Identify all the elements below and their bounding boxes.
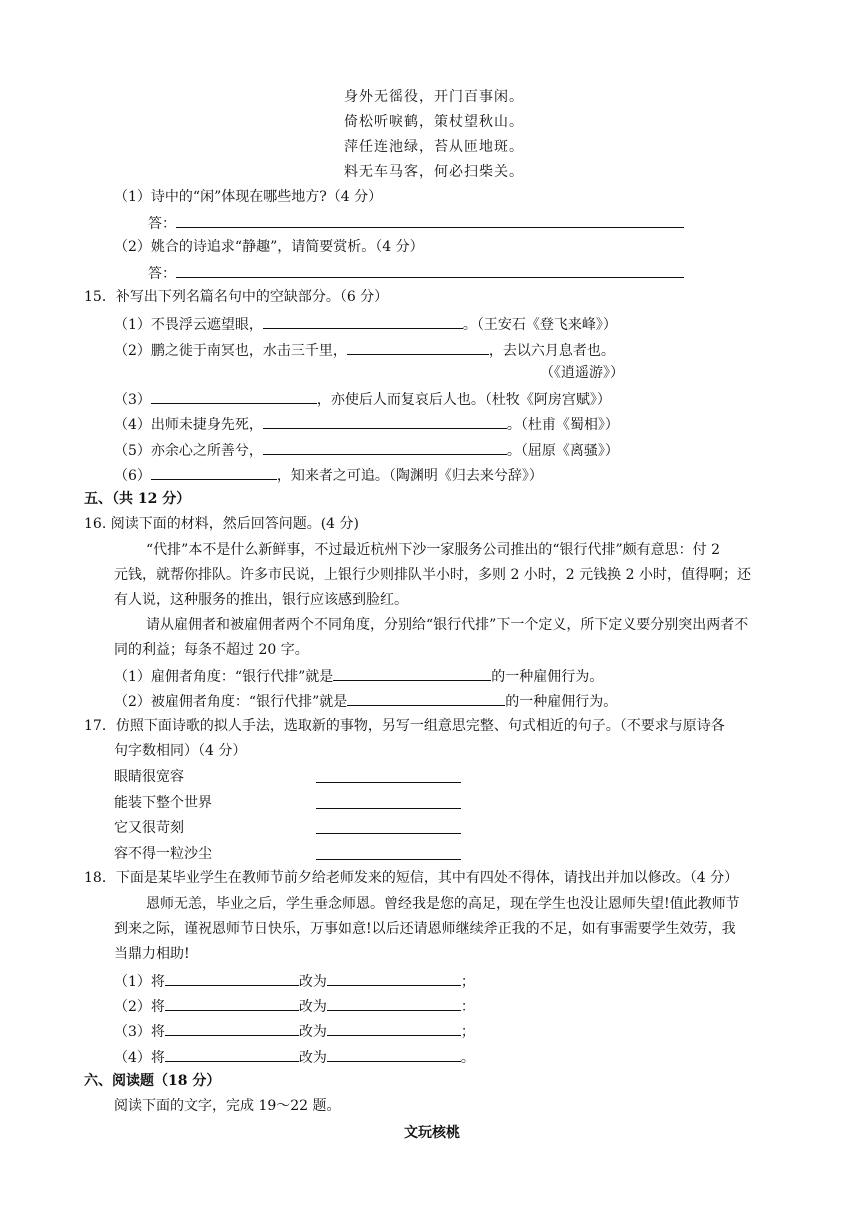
poem-line: 身外无徭役，开门百事闲。 bbox=[344, 89, 524, 105]
q16-para: 元钱，就帮你排队。许多市民说，上银行少则排队半小时，多则 2 小时，2 元钱换 2 小时，值得啊；还 bbox=[114, 567, 751, 583]
fill-blank[interactable] bbox=[165, 1021, 299, 1036]
fill-blank[interactable] bbox=[327, 1047, 461, 1062]
q15-item-2-source: （《逍遥游》） bbox=[540, 365, 624, 381]
item-text: （2）鹏之徙于南冥也，水击三千里， bbox=[114, 343, 347, 359]
q17-answer-row bbox=[316, 768, 461, 788]
fill-blank[interactable] bbox=[165, 971, 299, 986]
item-label: （4）将 bbox=[114, 1050, 165, 1066]
q17-answer-row bbox=[316, 845, 461, 865]
poem-line: 料无车马客，何必扫柴关。 bbox=[344, 164, 524, 180]
item-text: ，去以六月息者也。 bbox=[488, 343, 615, 359]
item-label: （1）将 bbox=[114, 974, 165, 990]
fill-blank[interactable] bbox=[263, 440, 507, 455]
answer-label: 答： bbox=[148, 216, 176, 232]
q15-item-3 bbox=[114, 389, 611, 409]
q15-stem: 15．补写出下列名篇名句中的空缺部分。（6 分） bbox=[84, 289, 389, 305]
answer-blank[interactable] bbox=[176, 263, 684, 278]
answer-tail: 的一种雇佣行为。 bbox=[491, 669, 604, 685]
item-text: （4）出师未捷身先死， bbox=[114, 417, 263, 433]
q14-sub2: （2）姚合的诗追求“静趣”，请简要赏析。（4 分） bbox=[114, 239, 424, 255]
q17-answer-row bbox=[316, 819, 461, 839]
fill-blank[interactable] bbox=[263, 414, 507, 429]
q16-para: 请从雇佣者和被雇佣者两个不同角度，分别给“银行代排”下一个定义，所下定义要分别突出两者不 bbox=[146, 617, 749, 633]
section-6-intro: 阅读下面的文字，完成 19～22 题。 bbox=[114, 1098, 341, 1114]
fill-blank[interactable] bbox=[151, 389, 317, 404]
fill-blank[interactable] bbox=[263, 314, 463, 329]
item-text: （5）亦余心之所善兮， bbox=[114, 443, 263, 459]
q17-poem-line: 能装下整个世界 bbox=[114, 795, 212, 811]
item-label: （2）将 bbox=[114, 999, 165, 1015]
q18-item bbox=[114, 971, 475, 991]
item-end: ： bbox=[460, 999, 475, 1015]
q18-para: 到来之际，谨祝恩师节日快乐，万事如意!以后还请恩师继续斧正我的不足，如有事需要学生效劳，我 bbox=[114, 921, 736, 937]
answer-text: （2）被雇佣者角度：“银行代排”就是 bbox=[114, 694, 348, 710]
q18-item bbox=[114, 1021, 475, 1041]
q18-item bbox=[114, 996, 475, 1016]
q15-item-1 bbox=[114, 314, 617, 334]
q14-answer-1 bbox=[148, 213, 684, 233]
item-end: 。 bbox=[460, 1050, 475, 1066]
q15-item-4 bbox=[114, 414, 619, 434]
section-5-title: 五、（共 12 分） bbox=[84, 491, 191, 507]
q16-para: 同的利益；每条不超过 20 字。 bbox=[114, 642, 309, 658]
q15-item-6 bbox=[114, 465, 543, 485]
answer-blank[interactable] bbox=[316, 819, 461, 834]
item-end: ； bbox=[460, 974, 475, 990]
fill-blank[interactable] bbox=[347, 340, 489, 355]
item-text: （1）不畏浮云遮望眼， bbox=[114, 317, 263, 333]
poem-line: 倚松听唳鹤，策杖望秋山。 bbox=[344, 114, 524, 130]
q17-poem-line: 眼睛很宽容 bbox=[114, 769, 184, 785]
answer-blank[interactable] bbox=[347, 691, 505, 706]
poem-line: 萍任连池绿，苔从匝地斑。 bbox=[344, 139, 524, 155]
item-mid: 改为 bbox=[298, 1024, 327, 1040]
article-title: 文玩核桃 bbox=[404, 1125, 460, 1141]
item-source: 。（杜甫《蜀相》） bbox=[506, 417, 619, 433]
q17-stem-cont: 句字数相同）（4 分） bbox=[114, 743, 247, 759]
q16-answer-2 bbox=[114, 691, 617, 711]
fill-blank[interactable] bbox=[327, 996, 461, 1011]
q17-poem-line: 它又很苛刻 bbox=[114, 820, 184, 836]
answer-blank[interactable] bbox=[333, 666, 491, 681]
q15-item-2 bbox=[114, 340, 615, 360]
item-source: 。（王安石《登飞来峰》） bbox=[462, 317, 617, 333]
fill-blank[interactable] bbox=[151, 465, 277, 480]
item-mid: 改为 bbox=[298, 1050, 327, 1066]
answer-blank[interactable] bbox=[176, 213, 684, 228]
q18-stem: 18．下面是某毕业学生在教师节前夕给老师发来的短信，其中有四处不得体，请找出并加以修改。（4 分） bbox=[84, 870, 739, 886]
fill-blank[interactable] bbox=[165, 996, 299, 1011]
item-label: （3）将 bbox=[114, 1024, 165, 1040]
q16-para: 有人说，这种服务的推出，银行应该感到脸红。 bbox=[114, 592, 408, 608]
q16-stem: 16. 阅读下面的材料，然后回答问题。(4 分) bbox=[84, 516, 359, 532]
section-6-title: 六、阅读题（18 分） bbox=[84, 1073, 221, 1089]
fill-blank[interactable] bbox=[165, 1047, 299, 1062]
q18-item bbox=[114, 1047, 475, 1067]
item-text: （3） bbox=[114, 392, 151, 408]
answer-blank[interactable] bbox=[316, 768, 461, 783]
q16-answer-1 bbox=[114, 666, 603, 686]
q14-sub1: （1）诗中的“闲”体现在哪些地方?（4 分） bbox=[114, 189, 383, 205]
q15-item-5 bbox=[114, 440, 619, 460]
answer-blank[interactable] bbox=[316, 845, 461, 860]
q18-para: 恩师无恙，毕业之后，学生垂念师恩。曾经我是您的高足，现在学生也没让恩师失望!值此教师节 bbox=[146, 896, 740, 912]
q14-answer-2 bbox=[148, 263, 684, 283]
fill-blank[interactable] bbox=[327, 971, 461, 986]
q16-para: “代排”本不是什么新鲜事，不过最近杭州下沙一家服务公司推出的“银行代排”颇有意思：付 2 bbox=[146, 542, 720, 558]
item-source: ，亦使后人而复哀后人也。（杜牧《阿房宫赋》） bbox=[316, 392, 611, 408]
answer-label: 答： bbox=[148, 266, 176, 282]
item-source: ，知来者之可追。（陶渊明《归去来兮辞》） bbox=[276, 468, 543, 484]
q17-stem: 17．仿照下面诗歌的拟人手法，选取新的事物，另写一组意思完整、句式相近的句子。（不要求与原诗各 bbox=[84, 718, 725, 734]
item-mid: 改为 bbox=[298, 999, 327, 1015]
answer-tail: 的一种雇佣行为。 bbox=[505, 694, 618, 710]
q17-poem-line: 容不得一粒沙尘 bbox=[114, 846, 212, 862]
q17-answer-row bbox=[316, 794, 461, 814]
item-end: ； bbox=[460, 1024, 475, 1040]
answer-blank[interactable] bbox=[316, 794, 461, 809]
answer-text: （1）雇佣者角度：“银行代排”就是 bbox=[114, 669, 334, 685]
item-text: （6） bbox=[114, 468, 151, 484]
q18-para: 当鼎力相助! bbox=[114, 946, 190, 962]
fill-blank[interactable] bbox=[327, 1021, 461, 1036]
item-mid: 改为 bbox=[298, 974, 327, 990]
item-source: 。（屈原《离骚》） bbox=[506, 443, 619, 459]
